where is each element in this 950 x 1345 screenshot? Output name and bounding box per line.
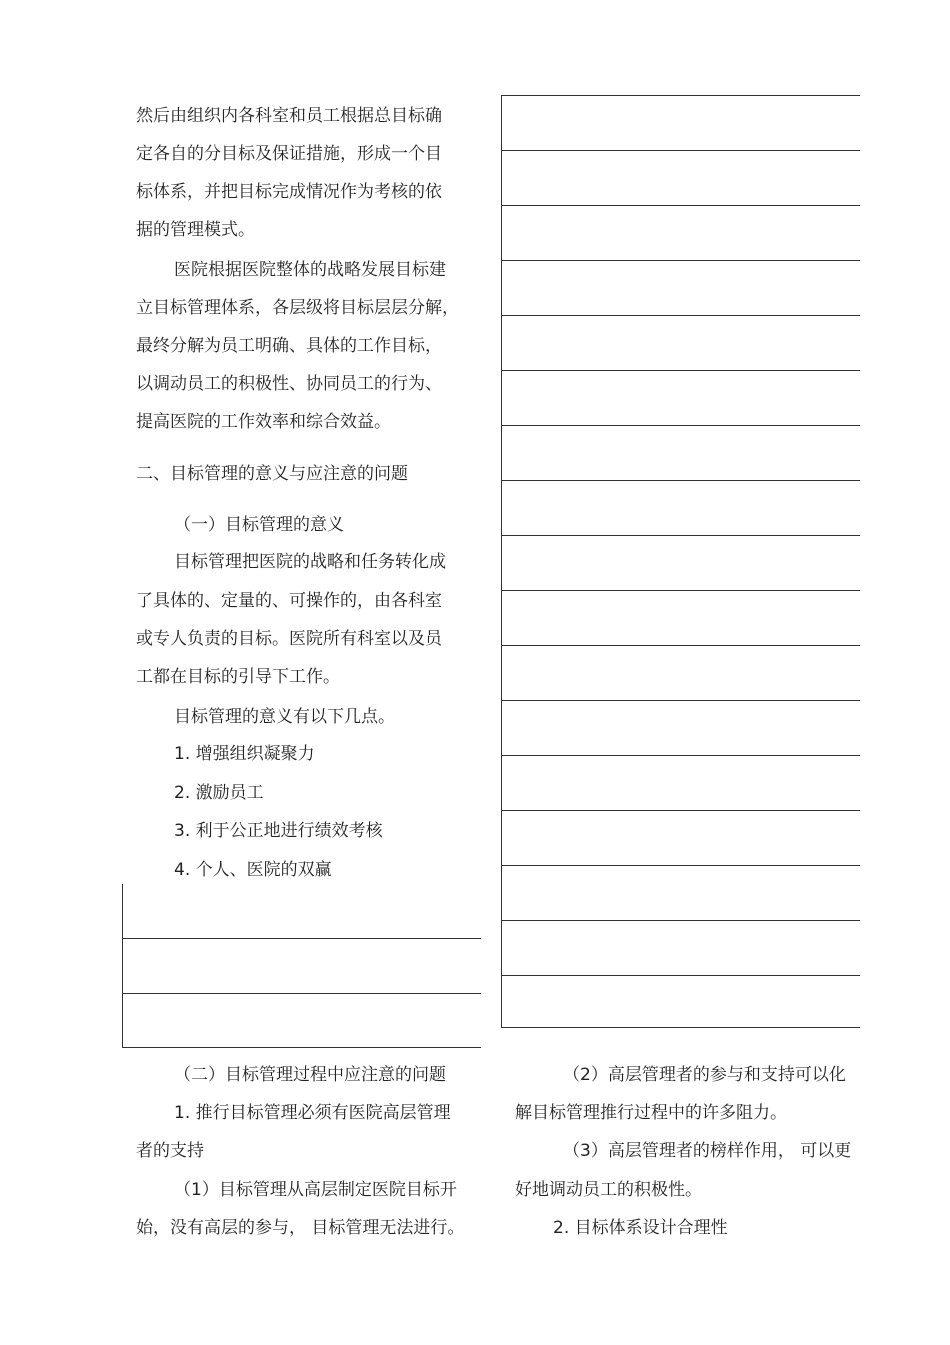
table-row [502,921,860,976]
table-row [502,756,860,811]
table-row [502,371,860,426]
text-line: 立目标管理体系，各层级将目标层层分解， [136,298,459,318]
table-row [502,206,860,261]
list-item: 1. 增强组织凝聚力 [174,744,315,764]
table-row [123,884,481,939]
table-row [502,866,860,921]
table-row [502,96,860,151]
table-row [502,481,860,536]
text-line: 提高医院的工作效率和综合效益。 [136,412,391,432]
text-line: 定各自的分目标及保证措施，形成一个目 [136,144,442,164]
table-row [502,701,860,756]
text-line: （1）目标管理从高层制定医院目标开 [174,1180,457,1200]
list-item: 3. 利于公正地进行绩效考核 [174,821,383,841]
table-row [502,811,860,866]
paragraph-4: 目标管理的意义有以下几点。 [174,707,395,727]
text-line: 者的支持 [136,1141,204,1161]
table-row [502,976,860,1031]
text-line: 最终分解为员工明确、具体的工作目标， [136,336,442,356]
table-row [502,316,860,371]
text-line: 以调动员工的积极性、协同员工的行为、 [136,374,442,394]
text-line: 标体系，并把目标完成情况作为考核的依 [136,182,442,202]
text-line: 解目标管理推行过程中的许多阻力。 [515,1103,787,1123]
blank-table-right [501,95,860,1028]
subsection-heading: （二）目标管理过程中应注意的问题 [174,1065,446,1085]
blank-table-left [122,884,481,1048]
text-line: 据的管理模式。 [136,220,255,240]
text-line: 1. 推行目标管理必须有医院高层管理 [174,1103,451,1123]
text-line: 了具体的、定量的、可操作的，由各科室 [136,591,442,611]
table-row [123,994,481,1048]
text-line: （2）高层管理者的参与和支持可以化 [563,1065,846,1085]
table-row [123,939,481,994]
subsection-heading: （一）目标管理的意义 [174,515,344,535]
table-row [502,426,860,481]
table-row [502,646,860,701]
table-row [502,591,860,646]
text-line: 工都在目标的引导下工作。 [136,667,340,687]
text-line: 好地调动员工的积极性。 [515,1180,702,1200]
text-line: 医院根据医院整体的战略发展目标建 [174,260,446,280]
list-item: 2. 激励员工 [174,783,264,803]
text-line: 或专人负责的目标。医院所有科室以及员 [136,629,442,649]
list-item: 4. 个人、医院的双赢 [174,860,332,880]
text-line: （3）高层管理者的榜样作用， 可以更 [563,1141,852,1161]
point-2: 2. 目标体系设计合理性 [553,1218,728,1238]
table-row [502,536,860,591]
table-row [502,261,860,316]
text-line: 然后由组织内各科室和员工根据总目标确 [136,106,442,126]
section-heading: 二、目标管理的意义与应注意的问题 [136,464,408,484]
text-line: 始，没有高层的参与， 目标管理无法进行。 [136,1218,465,1238]
table-row [502,151,860,206]
text-line: 目标管理把医院的战略和任务转化成 [174,552,446,572]
